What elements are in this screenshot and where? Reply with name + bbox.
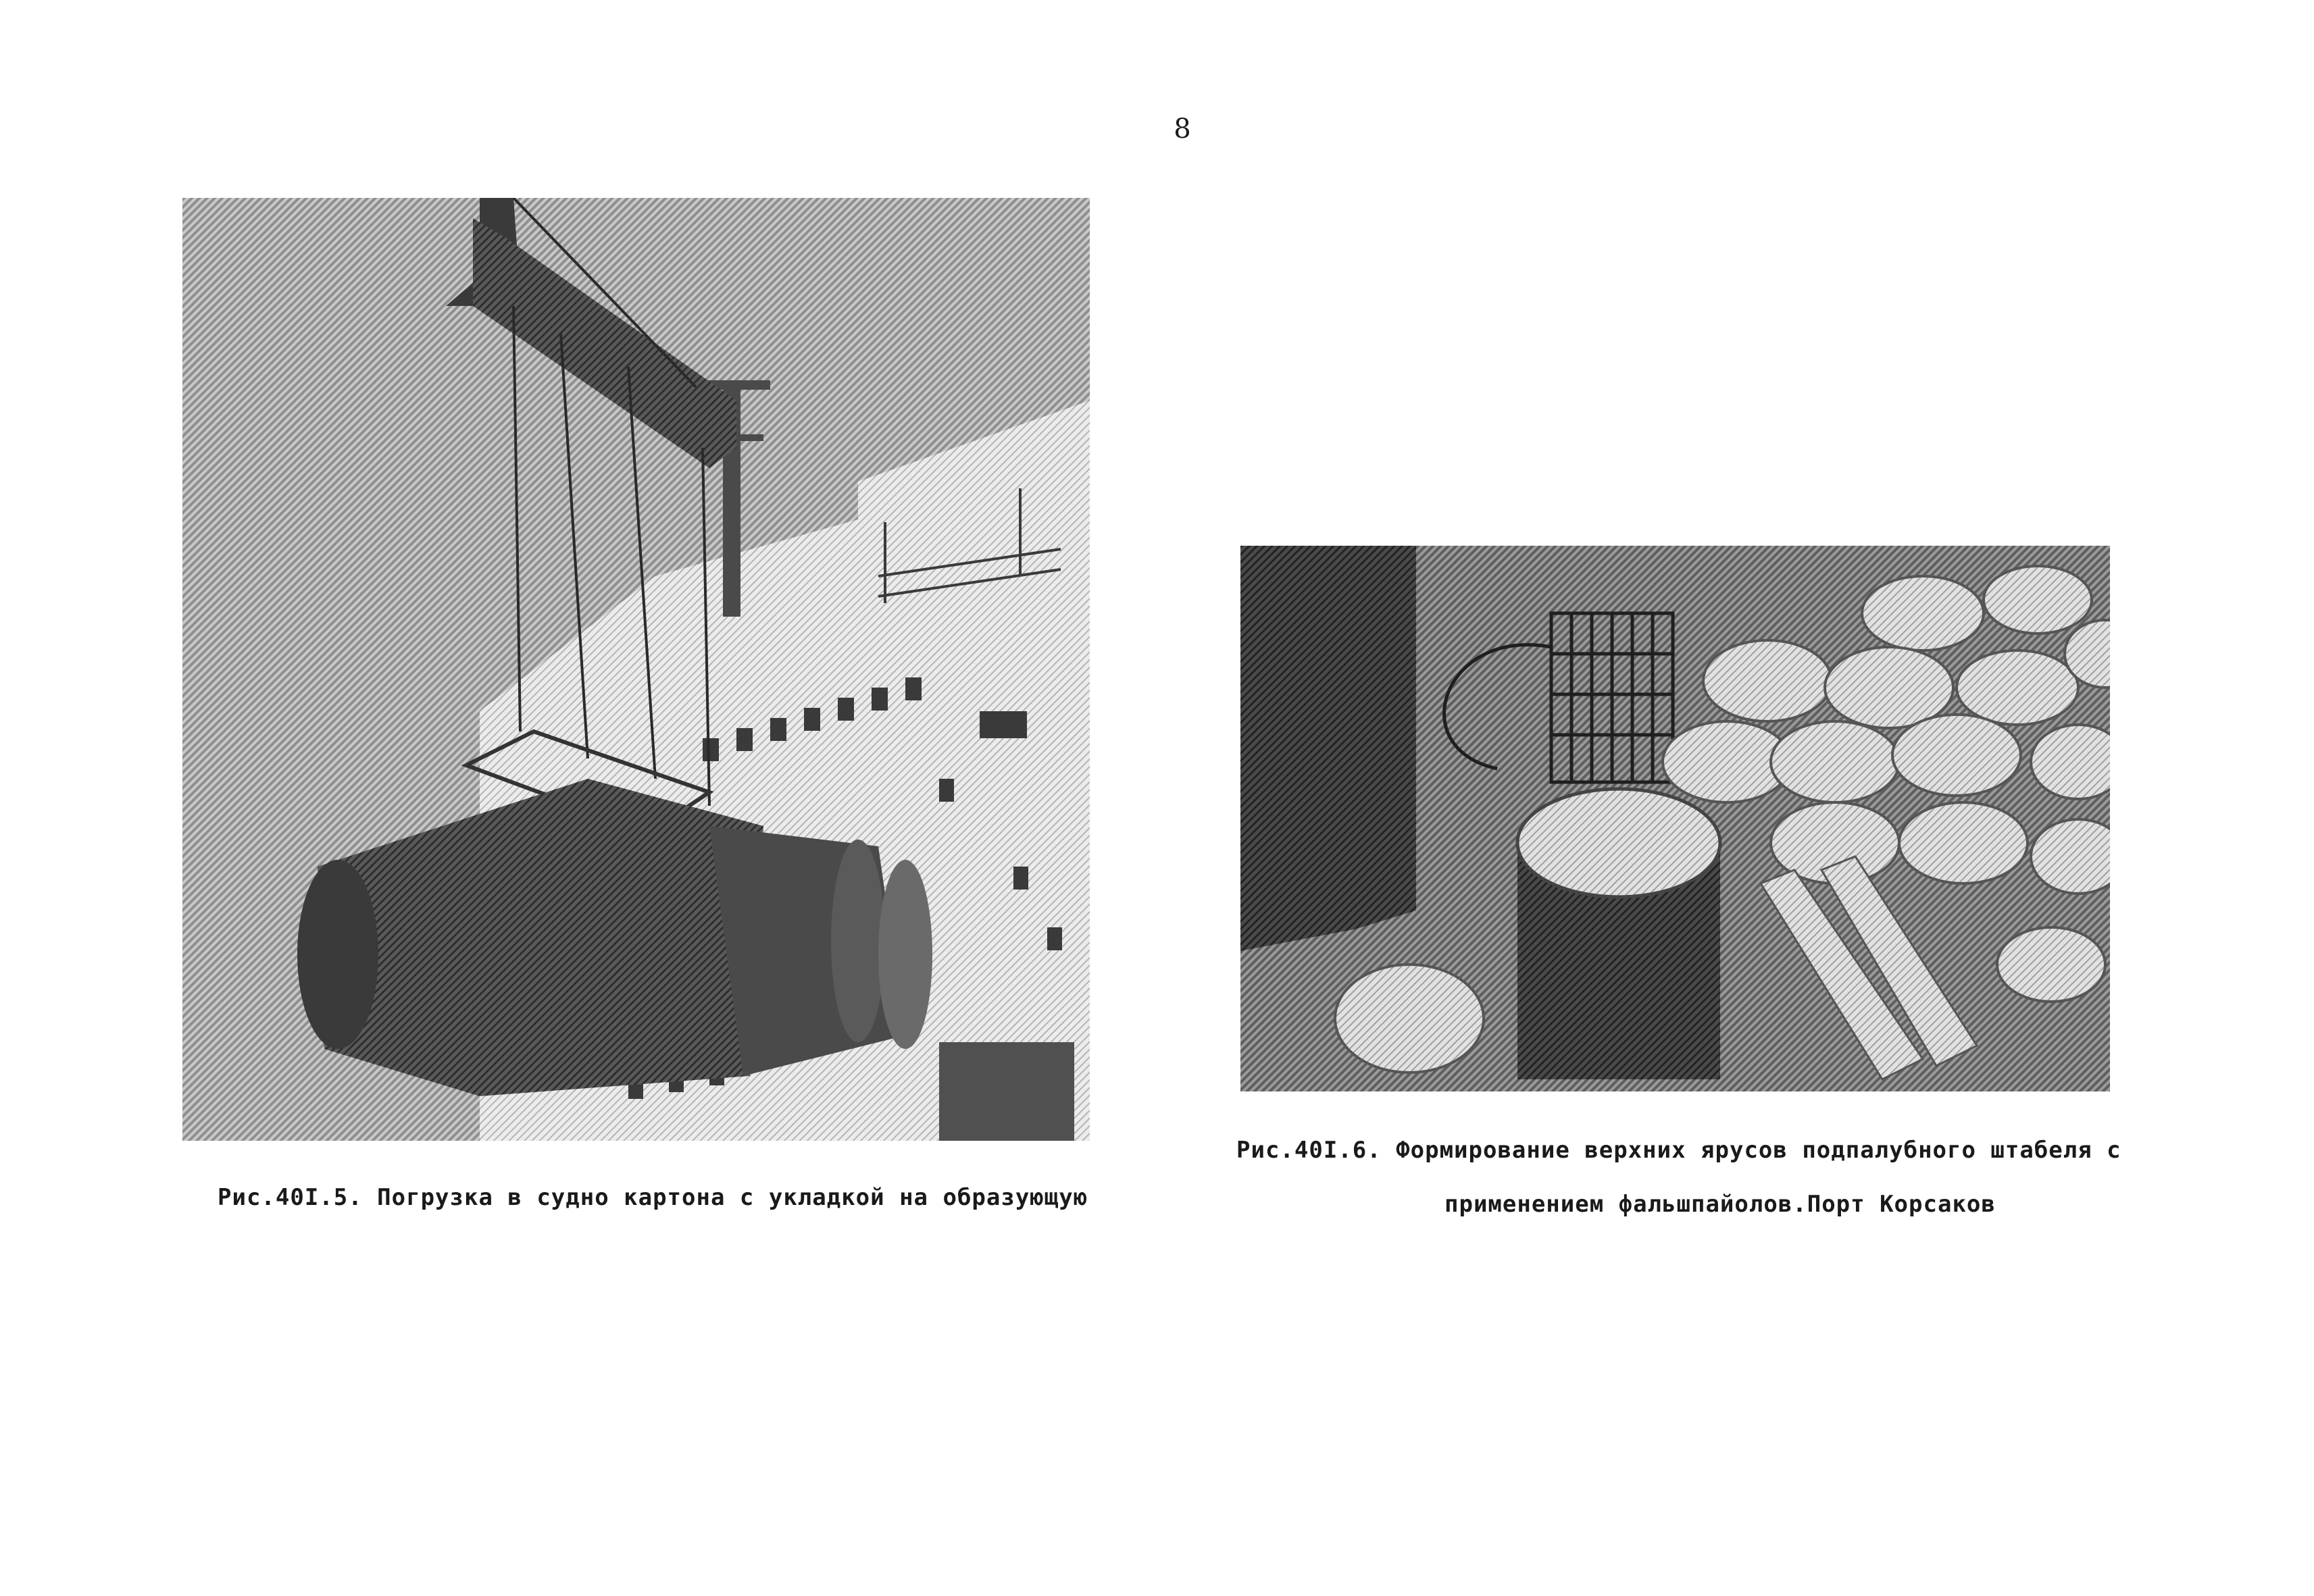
figure-caption-cargo-stack-line2: применением фальшпайолов.Порт Корсаков xyxy=(1444,1191,1996,1218)
figure-photo-crane-loading xyxy=(182,198,1090,1141)
figure-caption-crane-loading: Рис.40I.5. Погрузка в судно картона с укладкой на образующую xyxy=(218,1184,1088,1211)
figure-caption-cargo-stack-line1: Рис.40I.6. Формирование верхних ярусов подпалубного штабеля с xyxy=(1236,1137,2121,1164)
figure-photo-cargo-stack xyxy=(1240,546,2110,1091)
page-number: 8 xyxy=(1174,113,1191,145)
